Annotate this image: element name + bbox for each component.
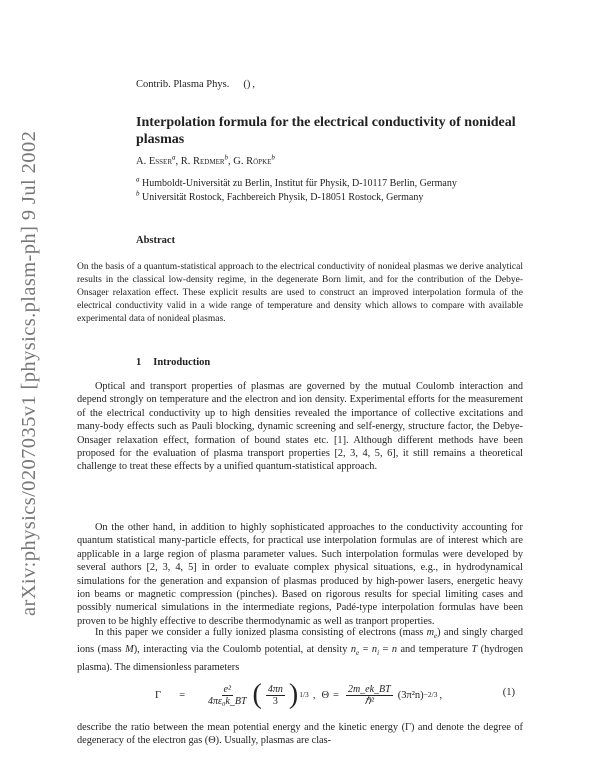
author-sup: a [172, 153, 176, 162]
author-initial: A. [136, 156, 149, 167]
eq-equals: = [179, 689, 185, 701]
equation-1 [77, 673, 523, 717]
paragraph-text: describe the ratio between the mean potential energy and the kinetic energy (Γ) and denote the degree of degeneracy of the electron gas (Θ). Usually, plasmas are clas- [77, 722, 523, 747]
section-title: Introduction [153, 357, 211, 368]
author-sup: b [271, 153, 275, 162]
eq-paren-open: ( [252, 679, 262, 710]
author-redmer: Redmer [193, 156, 225, 167]
equation-body: Γ = $\frac{\text{e²}}{\text{4πε₀k\_BT}}$ ( $\frac{4\pi n}{3}$ ) 1/3 , Θ = $\frac{2m\_ek\_BT}{\text{ℏ²}}$ (3π²n) −2/3 , [155, 679, 443, 710]
text-run: ) and singly charged ions (mass [77, 627, 523, 656]
journal-header [136, 79, 269, 90]
paragraph-1 [77, 380, 523, 474]
eq-gamma: Γ [155, 689, 162, 701]
eq-denominator: ℏ² [364, 695, 375, 707]
eq-numerator: 4πn [267, 683, 283, 695]
author-ropke: Röpke [246, 156, 272, 167]
paragraph-4 [77, 721, 523, 748]
eq-numerator: 2m_ek_BT [347, 683, 391, 695]
eq-fraction-1 [206, 684, 249, 707]
eq-comma: , [439, 689, 443, 701]
author-sup: b [224, 153, 229, 162]
section-number: 1 [136, 357, 142, 368]
eq-separator: , [312, 689, 316, 701]
author-esser: Esser [148, 156, 172, 167]
affiliation-text: Humboldt-Universität zu Berlin, Institut für Physik, D-10117 Berlin, Germany [142, 178, 457, 189]
math-symbol: T [471, 644, 478, 656]
eq-denominator: 3 [272, 695, 278, 707]
journal-comma: , [252, 79, 255, 90]
paragraph-2 [77, 521, 523, 628]
text-run: and temperature [396, 644, 472, 656]
math-subscript: e [356, 649, 360, 658]
journal-name: Contrib. Plasma Phys. [136, 79, 230, 90]
section-heading [136, 357, 210, 368]
eq-fraction-3 [346, 684, 393, 707]
eq-numerator: e² [223, 683, 231, 695]
eq-equals: = [333, 689, 339, 701]
paper-title: Interpolation formula for the electrical conductivity of nonideal plasmas [136, 115, 516, 147]
text-run: In this paper we consider a fully ionized plasma consisting of electrons (mass [95, 627, 427, 638]
math-symbol: n [350, 644, 357, 656]
author-list [136, 153, 275, 167]
affiliation-sup: a [136, 175, 140, 184]
math-symbol: m [426, 627, 435, 638]
text-run: ), interacting via the Coulomb potential, at density [133, 644, 351, 656]
math-symbol: n [371, 644, 378, 656]
paragraph-text: Optical and transport properties of plasmas are governed by the mutual Coulomb interaction and depend strongly on temperature and the electron and ion density. Experimental efforts for the measurement of the electrical conductivity up to high densities revealed the importance of collective excitations and many-body effects such as Pauli blocking, dynamic screening and self-energy, structure factor, the Debye-Onsager relaxation effect, formation of bound states etc. [1]. Although different methods have been proposed for the evaluation of plasma transport properties [2, 3, 4, 5, 6], it still remains a theoretical challenge to treat these effects by a unified quantum-statistical approach. [77, 381, 523, 473]
paragraph-text [77, 626, 523, 674]
eq-fraction-2 [266, 684, 285, 707]
paragraph-text: On the other hand, in addition to highly sophisticated approaches to the conductivity accounting for quantum statistical many-particle effects, for practical use interpolation formulas are of interest which are applicable in a large region of plasma parameter values. Such interpolation formulas were developed by several authors [2, 3, 4, 5] in order to evaluate complex physical situations, e.g., in hydrodynamical simulations for the generation and expansion of plasmas produced by high-power lasers, energetic heavy ion beams or magnetic compression (pinches). Based on rigorous results for special limiting cases and possibly numerical simulations in the intermediate regions, Padé-type interpolation formulas have been proven to be highly effective to describe thermodynamic as well as tranport properties. [77, 522, 523, 627]
eq-term: (3π²n) [397, 689, 424, 701]
text-run: (hydrogen plasma). The dimensionless parameters [77, 644, 523, 673]
paragraph-3 [77, 626, 523, 674]
equation-number: (1) [502, 687, 515, 698]
math-symbol: M [125, 644, 134, 656]
math-subscript: e [434, 632, 438, 641]
journal-volume: () [243, 79, 251, 90]
eq-denominator: 4πε₀k_BT [208, 695, 247, 707]
math-symbol: n [391, 644, 397, 656]
text-run: = [379, 644, 392, 656]
affiliation-text: Universität Rostock, Fachbereich Physik, D-18051 Rostock, Germany [142, 192, 424, 203]
text-run: = [359, 644, 372, 656]
affiliation-b [136, 191, 516, 204]
arxiv-side-label: arXiv:physics/0207035v1 [physics.plasm-ph] 9 Jul 2002 [18, 130, 40, 616]
affiliation-sup: b [136, 189, 140, 198]
abstract-heading: Abstract [136, 235, 176, 246]
affiliations [136, 177, 516, 205]
affiliation-a [136, 177, 516, 190]
author-separator: , G. [228, 156, 247, 167]
abstract-text: On the basis of a quantum-statistical approach to the electrical conductivity of nonideal plasmas we derive analytical results in the classical low-density regime, in the degenerate Born limit, and for the contribution of the Debye-Onsager relaxation effect. These explicit results are used to construct an improved interpolation formula of the electrical conductivity valid in a wide range of temperature and density which allows to compare with available experimental data of nonideal plasmas. [77, 262, 523, 324]
author-separator: , R. [175, 156, 194, 167]
eq-theta: Θ [321, 689, 330, 701]
eq-paren-close: ) [288, 679, 299, 710]
math-subscript: i [377, 649, 380, 658]
